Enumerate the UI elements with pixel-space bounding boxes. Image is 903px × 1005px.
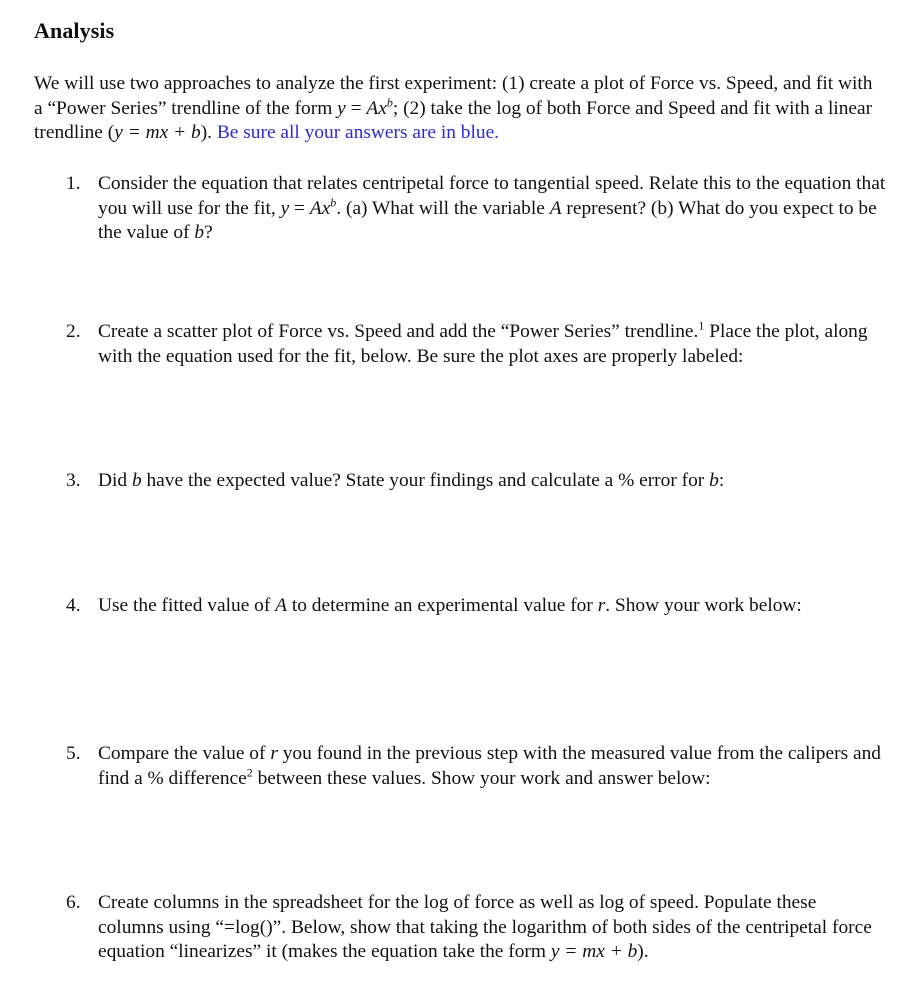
question-text: Create columns in the spreadsheet for the log of force as well as log of speed. Populate these columns using “=log()”. Below, show that taking the logarithm of both sides of the centripetal force equation “linearizes” it (makes the equation take the form y = mx + b). bbox=[98, 892, 872, 962]
question-number: 1. bbox=[66, 173, 81, 194]
footnote-marker: 2 bbox=[246, 765, 253, 780]
question-2 bbox=[66, 320, 886, 369]
question-number: 2. bbox=[66, 321, 81, 342]
question-1 bbox=[66, 172, 886, 246]
question-number: 5. bbox=[66, 743, 81, 764]
question-text: Create a scatter plot of Force vs. Speed and add the “Power Series” trendline.$^1$ Place the plot, along with the equation used for the fit, below. Be sure the plot axes are properly labeled: bbox=[98, 318, 868, 367]
question-text: Compare the value of r you found in the previous step with the measured value from the calipers and find a % difference$^2$ between these values. Show your work and answer below: bbox=[98, 743, 881, 789]
question-6 bbox=[66, 891, 886, 965]
question-4 bbox=[66, 594, 886, 619]
question-number: 6. bbox=[66, 892, 81, 913]
question-5 bbox=[66, 742, 886, 791]
question-number: 3. bbox=[66, 470, 81, 491]
question-text: Did b have the expected value? State your findings and calculate a % error for b: bbox=[98, 470, 725, 491]
footnote-marker: 1 bbox=[698, 318, 705, 333]
intro-paragraph: We will use two approaches to analyze the first experiment: (1) create a plot of Force vs. Speed, and fit with a “Power Series” trendline of the form $y = Ax^b$; (2) take the log of both Force and Speed and fit with a linear trendline (y = mx + b). Be sure all your answers are in blue. bbox=[34, 73, 873, 143]
blue-answers-note: Be sure all your answers are in blue. bbox=[216, 122, 500, 143]
question-number: 4. bbox=[66, 595, 81, 616]
section-heading: Analysis bbox=[34, 18, 115, 43]
question-text: Use the fitted value of A to determine an experimental value for r. Show your work below: bbox=[98, 595, 802, 616]
question-text: Consider the equation that relates centripetal force to tangential speed. Relate this to the equation that you will use for the fit, $y = Ax^b$. (a) What will the variable A represent? (b) What do you expect to be the value of b? bbox=[98, 173, 886, 243]
question-3 bbox=[66, 469, 886, 494]
